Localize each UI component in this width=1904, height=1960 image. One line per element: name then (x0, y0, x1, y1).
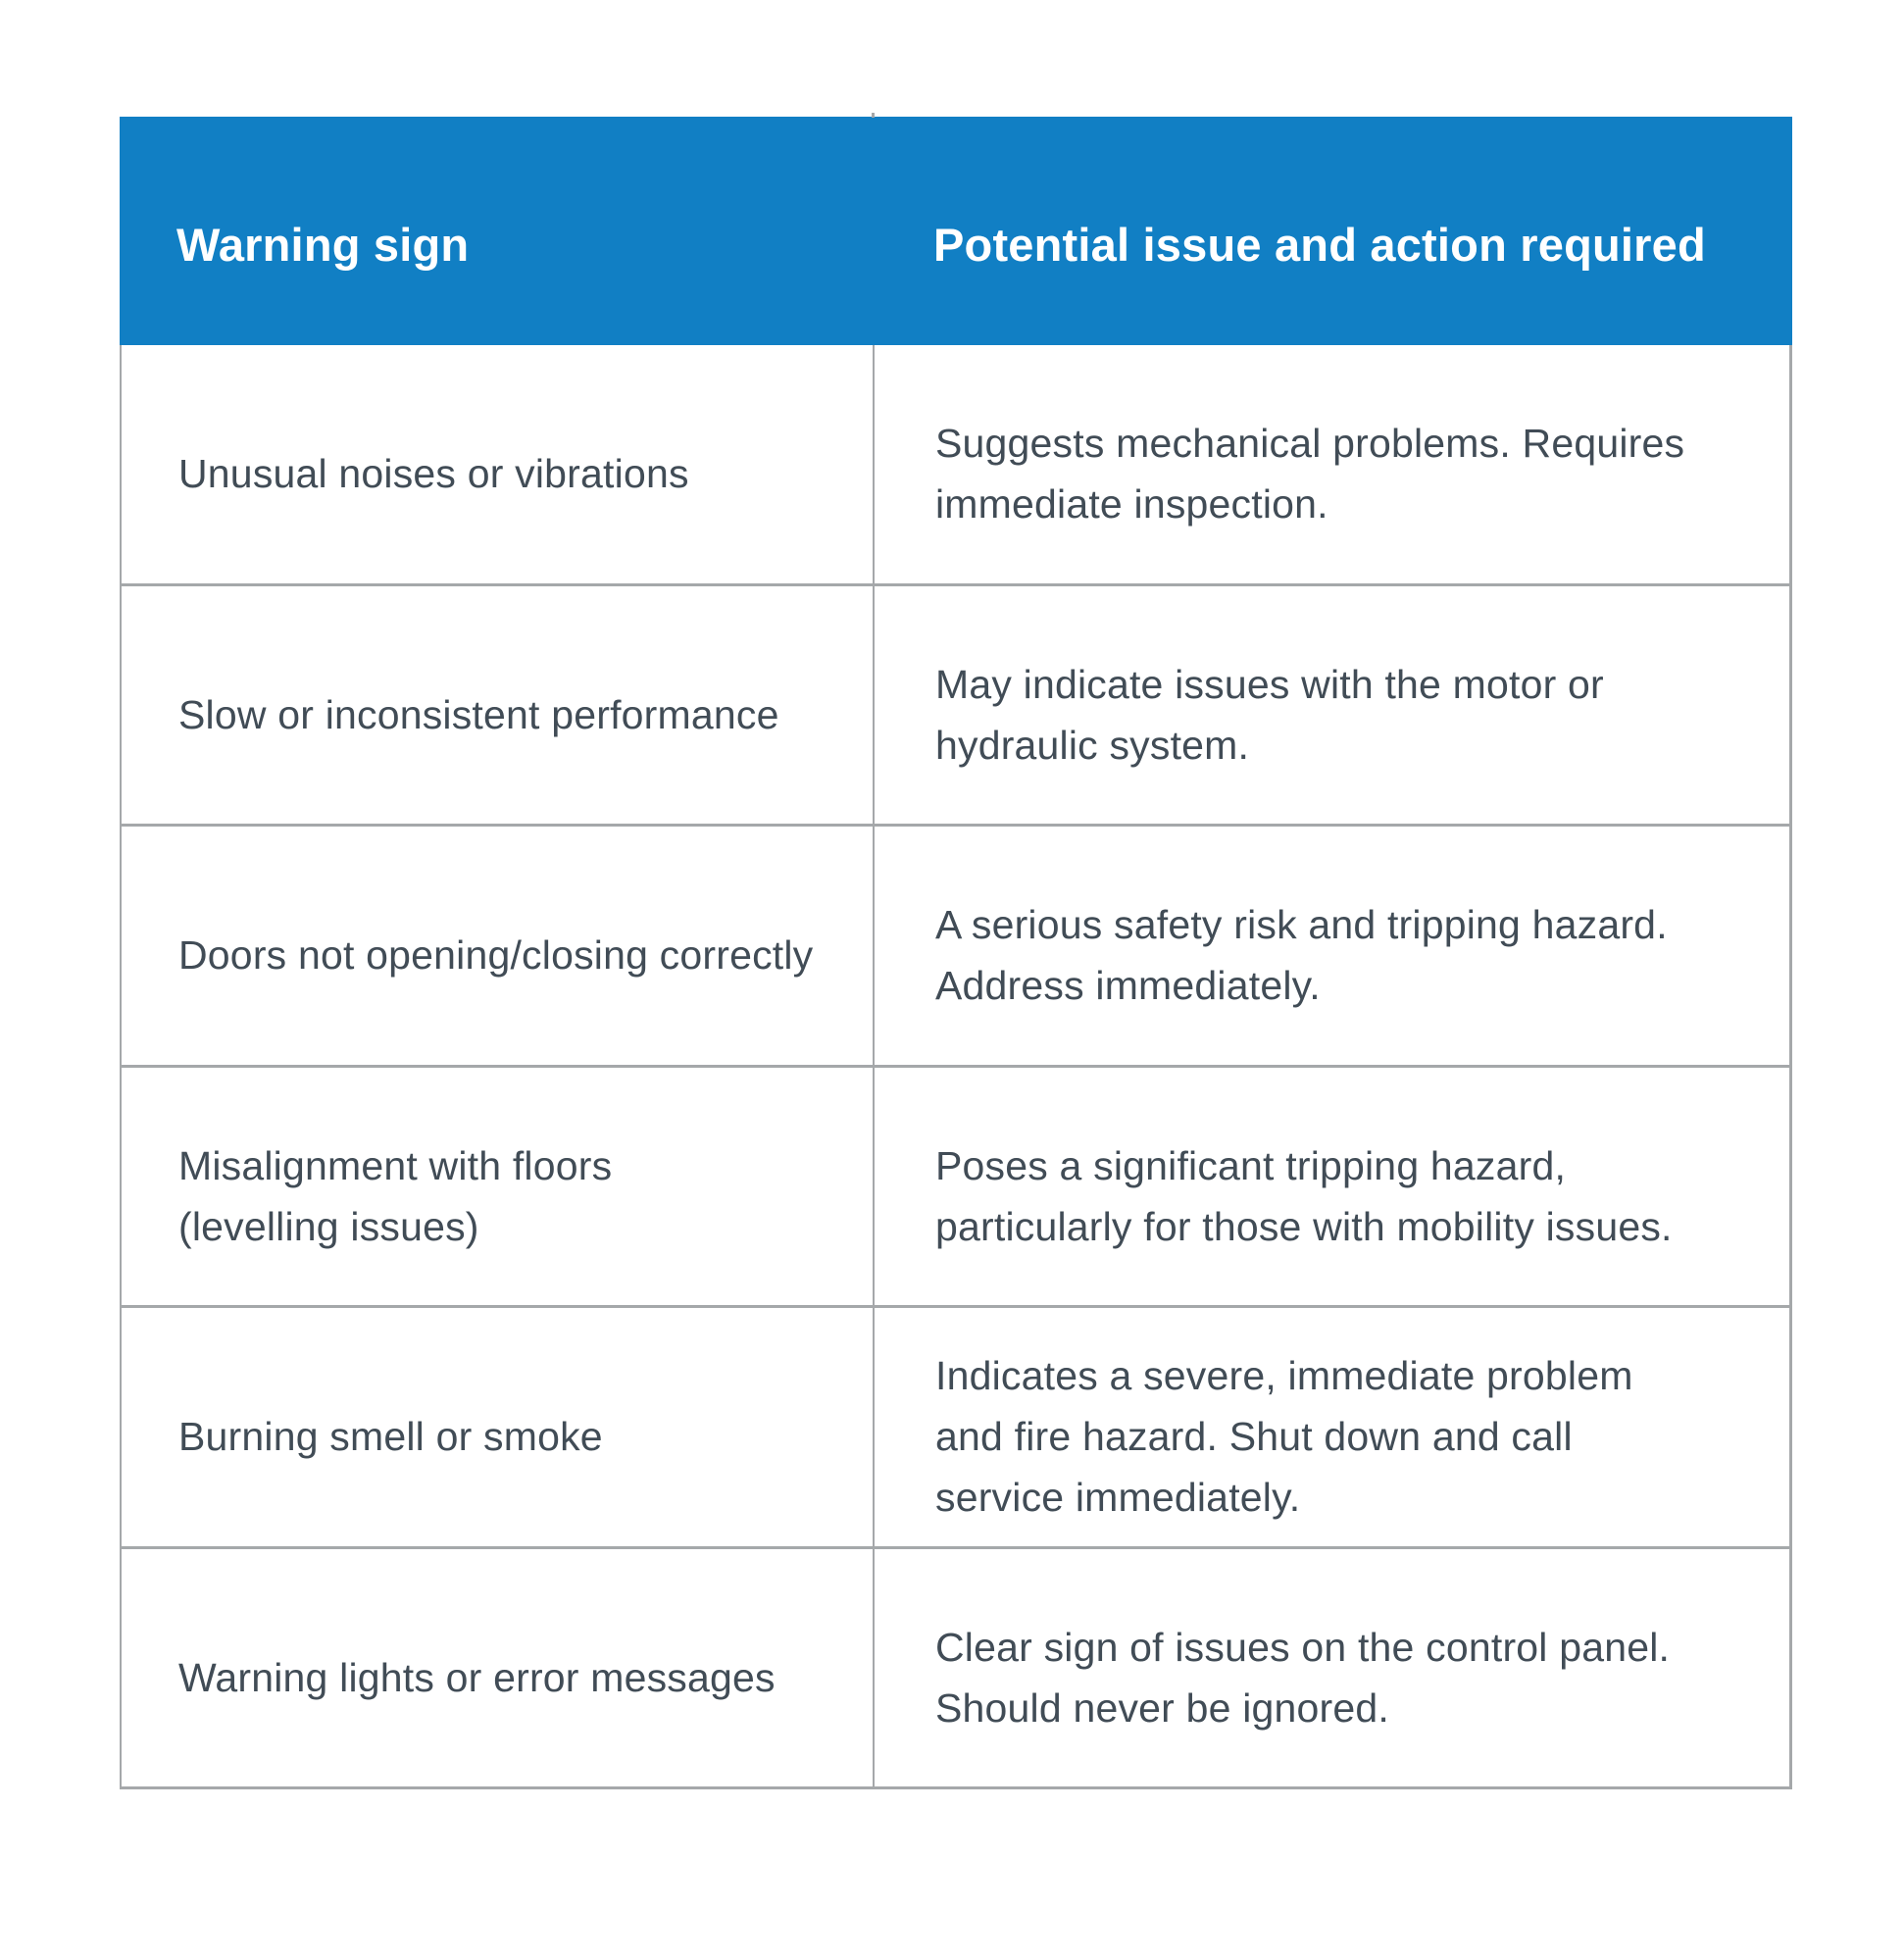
warning-sign-cell (122, 586, 873, 825)
cell-text-line: Unusual noises or vibrations (178, 451, 689, 497)
warning-sign-cell (122, 345, 873, 583)
table-row (122, 827, 1789, 1068)
cell-text-line: hydraulic system. (935, 722, 1250, 768)
cell-text-line: Burning smell or smoke (178, 1414, 603, 1460)
table-row (122, 1068, 1789, 1309)
issue-cell (873, 1308, 1789, 1546)
cell-text-line: May indicate issues with the motor or (935, 661, 1604, 707)
issue-cell (873, 1068, 1789, 1306)
table-body (120, 345, 1792, 1789)
table-row (122, 1308, 1789, 1549)
cell-text-line: Warning lights or error messages (178, 1654, 776, 1700)
cell-text-line: Clear sign of issues on the control panel. (935, 1624, 1671, 1670)
cell-text-line: and fire hazard. Shut down and call (935, 1414, 1573, 1460)
warning-sign-cell (122, 1308, 873, 1546)
cell-text-line: Address immediately. (935, 963, 1321, 1009)
cell-text-line: Slow or inconsistent performance (178, 691, 779, 737)
cell-text-line: Poses a significant tripping hazard, (935, 1142, 1567, 1188)
table-header-row (120, 117, 1792, 345)
table-row (122, 586, 1789, 828)
cell-text-line: Misalignment with floors (178, 1142, 613, 1188)
warning-sign-cell (122, 1549, 873, 1787)
column-header-potential-issue: Potential issue and action required (933, 219, 1706, 271)
warning-sign-cell (122, 1068, 873, 1306)
cell-text-line: Indicates a severe, immediate problem (935, 1353, 1633, 1399)
issue-cell (873, 1549, 1789, 1787)
cell-text-line: particularly for those with mobility issues. (935, 1203, 1673, 1249)
issue-cell (873, 345, 1789, 583)
cell-text-line: (levelling issues) (178, 1203, 479, 1249)
cell-text-line: A serious safety risk and tripping hazard. (935, 902, 1668, 948)
cell-text-line: immediate inspection. (935, 481, 1328, 528)
warning-signs-table (120, 117, 1792, 1789)
divider-tick (872, 113, 875, 118)
column-header-warning-sign: Warning sign (176, 219, 470, 271)
cell-text-line: Suggests mechanical problems. Requires (935, 421, 1685, 467)
issue-cell (873, 827, 1789, 1065)
cell-text-line: Should never be ignored. (935, 1684, 1389, 1731)
table-row (122, 1549, 1789, 1790)
warning-sign-cell (122, 827, 873, 1065)
issue-cell (873, 586, 1789, 825)
cell-text-line: service immediately. (935, 1475, 1301, 1521)
cell-text-line: Doors not opening/closing correctly (178, 932, 814, 979)
table-row (122, 345, 1789, 586)
